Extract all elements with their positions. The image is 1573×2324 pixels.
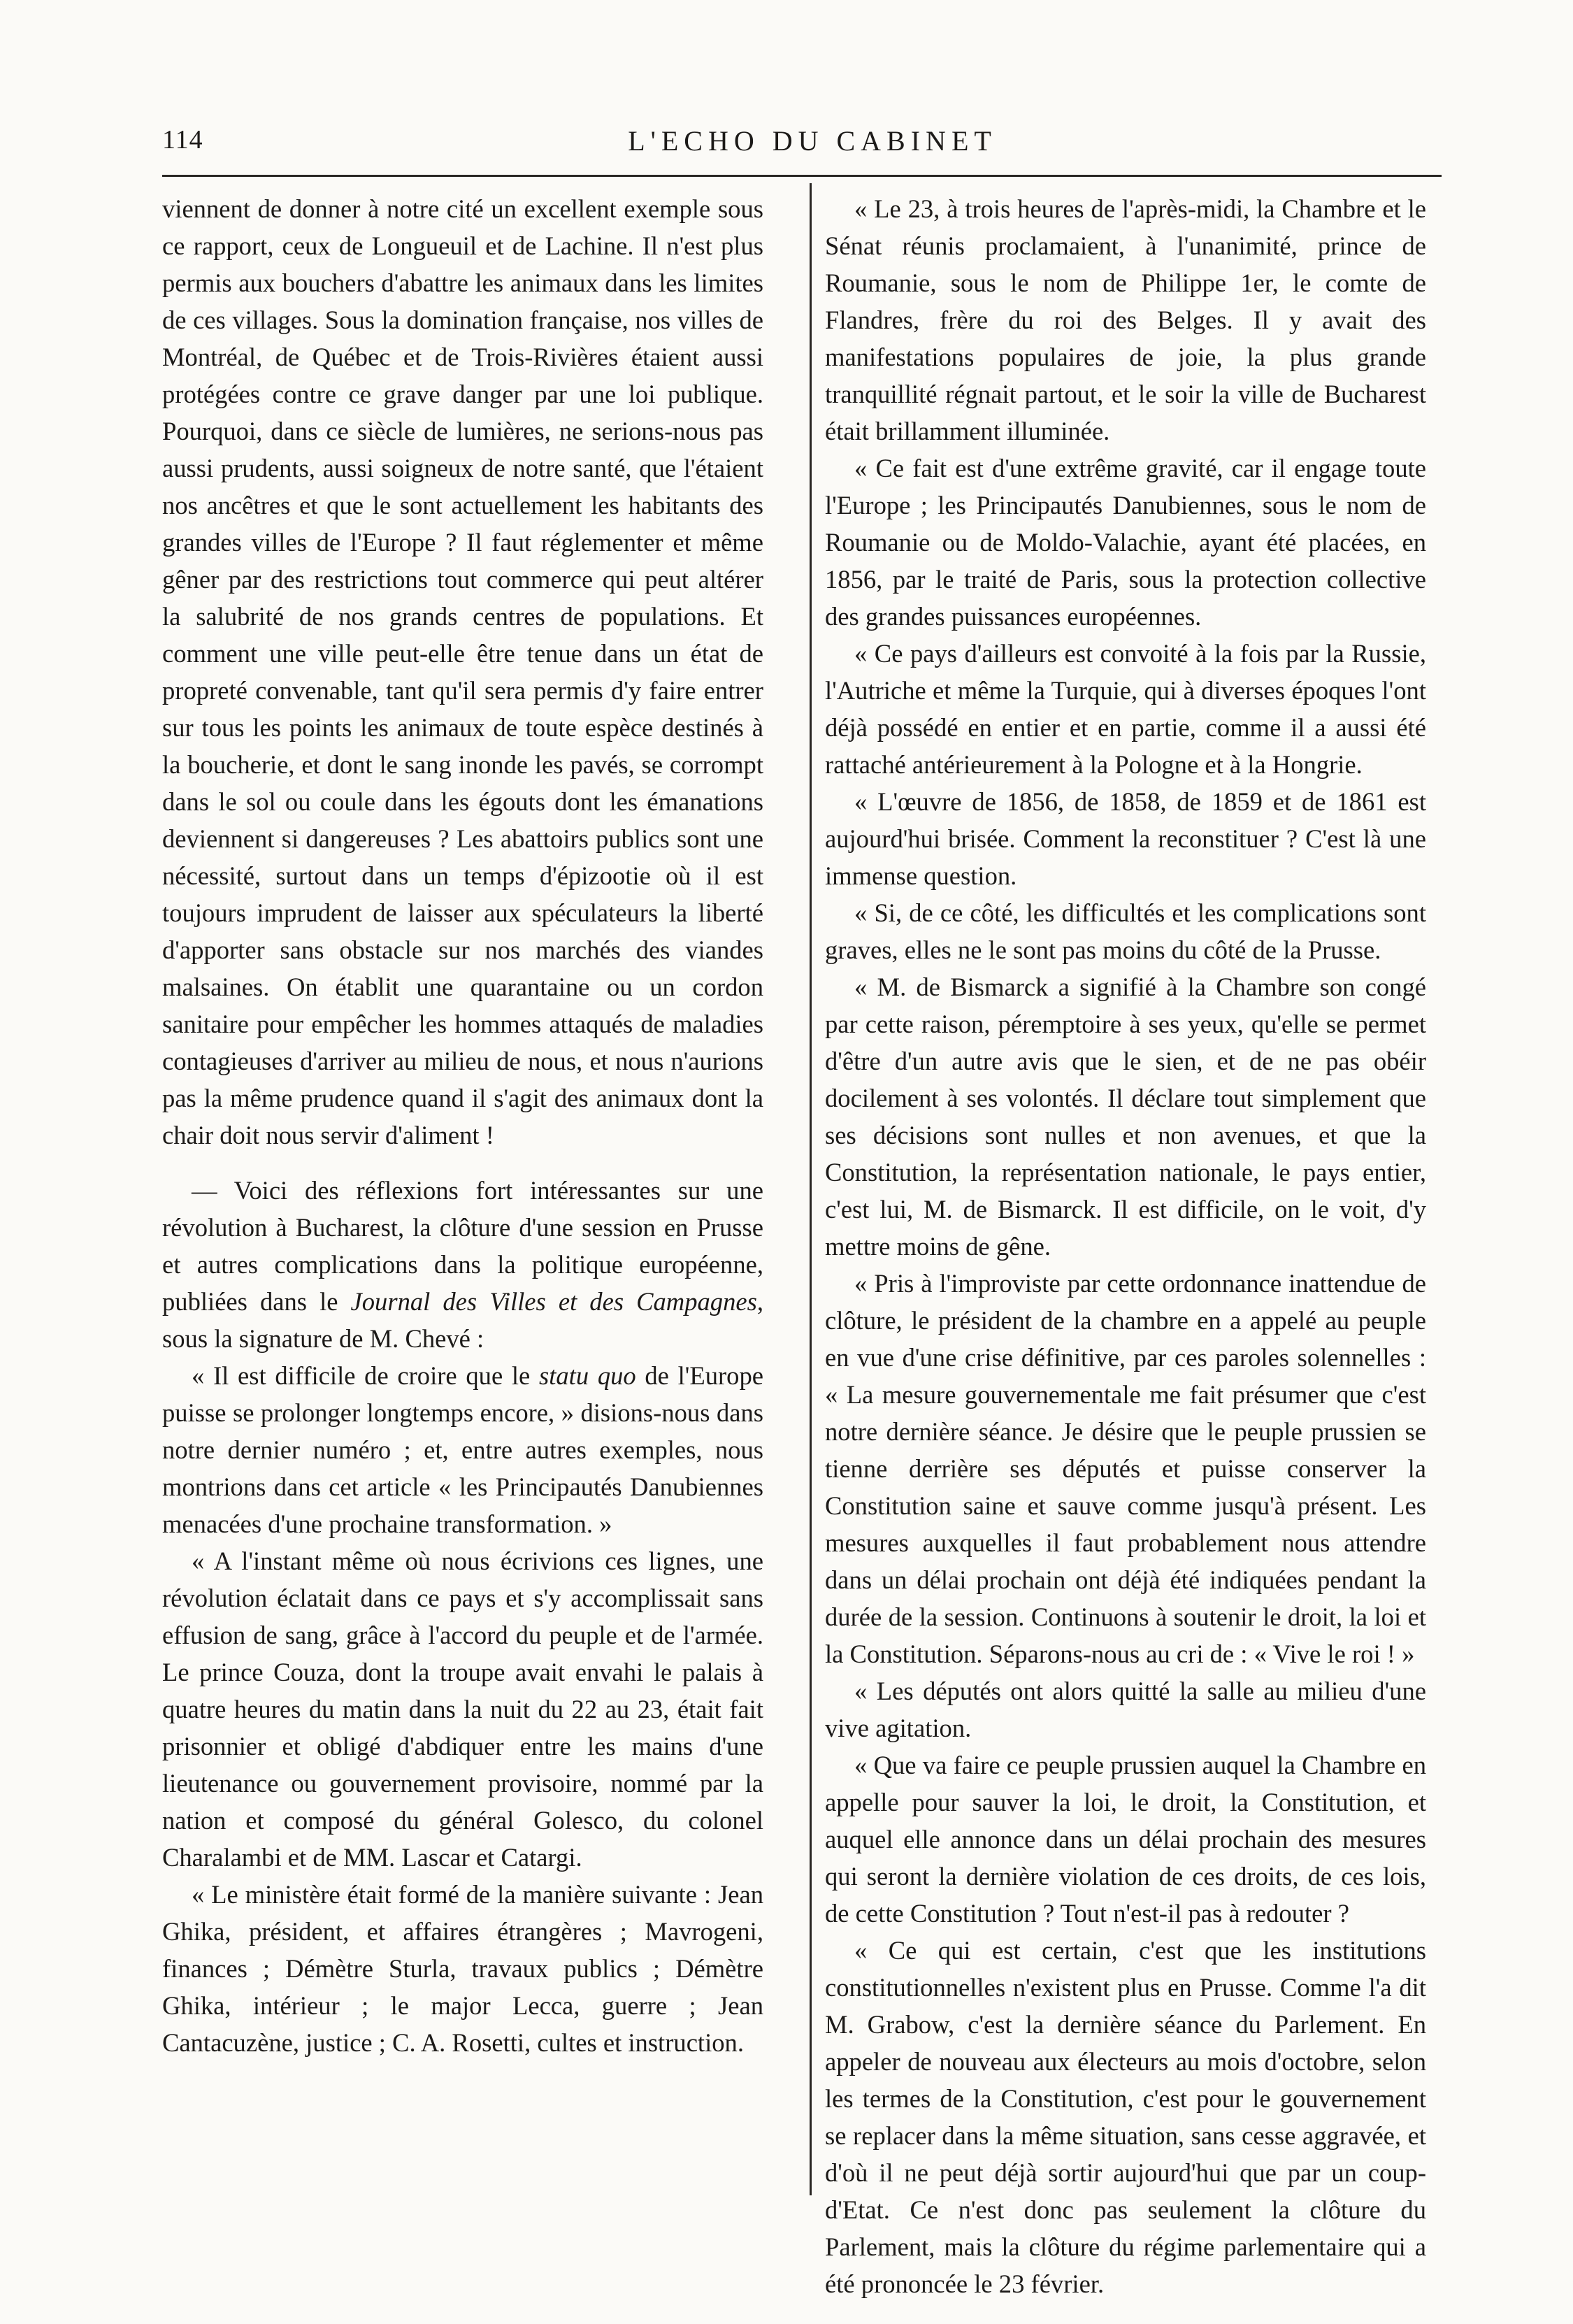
paragraph: « Le 23, à trois heures de l'après-midi, la Chambre et le Sénat réunis proclamaient, à l'unanimité, prince de Roumanie, sous le nom de Philippe 1er, le comte de Flandres, frère du roi des Belges. Il y avait des manifestations populaires de joie, la plus grande tranquillité régnait partout, et le soir la ville de Bucharest était brillamment illuminée. — [825, 194, 1426, 445]
paragraph-gap — [162, 1154, 763, 1172]
column-divider — [810, 183, 812, 2195]
left-column — [162, 190, 763, 2232]
paragraph: « Ce pays d'ailleurs est convoité à la fois par la Russie, l'Autriche et même la Turquie, qui à diverses époques l'ont déjà possédé en entier et en partie, comme il a aussi été rattaché antérieurement à la Pologne et à la Hongrie. — [825, 639, 1426, 779]
page-number: 114 — [162, 125, 203, 155]
paragraph — [162, 1172, 763, 1357]
paragraph: « Ce fait est d'une extrême gravité, car il engage toute l'Europe ; les Principautés Danubiennes, sous le nom de Roumanie ou de Moldo-Valachie, ayant été placées, en 1856, par le traité de Paris, sous la protection collective des grandes puissances européennes. — [825, 454, 1426, 631]
paragraph — [162, 1357, 763, 1542]
paragraph: « M. de Bismarck a signifié à la Chambre son congé par cette raison, péremptoire à ses yeux, qu'elle se permet d'être d'un autre avis que le sien, et de ne pas obéir docilement à ses volontés. Il déclare tout simplement que ses décisions sont nulles et non avenues, et que la Constitution, la représentation nationale, le pays entier, c'est lui, M. de Bismarck. Il est difficile, on le voit, d'y mettre moins de gêne. — [825, 973, 1426, 1261]
running-title: L'ECHO DU CABINET — [628, 125, 997, 157]
text-run: — Voici des réflexions fort intéressantes sur une révolution à Bucharest, la clôture d'une session en Prusse et autres complications dans la politique européenne, publiées dans le — [162, 1176, 763, 1316]
paragraph: « Si, de ce côté, les difficultés et les complications sont graves, elles ne le sont pas moins du côté de la Prusse. — [825, 898, 1426, 964]
paragraph: « Pris à l'improviste par cette ordonnance inattendue de clôture, le président de la chambre en a appelé au peuple en vue d'une crise définitive, par ces paroles solennelles : « La mesure gouvernementale me fait présumer que c'est notre dernière séance. Je désire que le peuple prussien se tienne derrière ses députés et puisse conserver la Constitution saine et sauve comme jusqu'à présent. Les mesures auxquelles il faut probablement nous attendre dans un délai prochain ont déjà été indiquées pendant la durée de la session. Continuons à soutenir le droit, la loi et la Constitution. Séparons-nous au cri de : « Vive le roi ! » — [825, 1269, 1426, 1668]
journal-title: Journal des Villes et des Campagnes — [350, 1287, 757, 1316]
text-run: « Il est difficile de croire que le — [192, 1361, 539, 1390]
header-rule — [162, 175, 1442, 177]
paragraph: « L'œuvre de 1856, de 1858, de 1859 et de 1861 est aujourd'hui brisée. Comment la reconstituer ? C'est là une immense question. — [825, 787, 1426, 890]
paragraph: « Les députés ont alors quitté la salle au milieu d'une vive agitation. — [825, 1677, 1426, 1742]
text-run: , sous la signature de M. Chevé : — [162, 1287, 763, 1353]
right-column — [825, 190, 1426, 2298]
latin-phrase: statu quo — [538, 1361, 636, 1390]
page-header — [162, 124, 1442, 168]
paragraph: viennent de donner à notre cité un excellent exemple sous ce rapport, ceux de Longueuil et de Lachine. Il n'est plus permis aux bouchers d'abattre les animaux dans les limites de ces villages. Sous la domination française, nos villes de Montréal, de Québec et de Trois-Rivières étaient aussi protégées contre ce grave danger par une loi publique. Pourquoi, dans ce siècle de lumières, ne serions-nous pas aussi prudents, aussi soigneux de notre santé, que l'étaient nos ancêtres et que le sont actuellement les habitants des grandes villes de l'Europe ? Il faut réglementer et même gêner par des restrictions tout commerce qui peut altérer la salubrité de nos grands centres de populations. Et comment une ville peut-elle être tenue dans un état de propreté convenable, tant qu'il sera permis d'y faire entrer sur tous les points les animaux de toute espèce destinés à la boucherie, et dont le sang inonde les pavés, se corrompt dans le sol ou coule dans les égouts dont les émanations deviennent si dangereuses ? Les abattoirs publics sont une nécessité, surtout dans un temps d'épizootie où il est toujours imprudent de laisser aux spéculateurs la liberté d'apporter sans obstacle sur nos marchés des viandes malsaines. On établit une quarantaine ou un cordon sanitaire pour empêcher les hommes attaqués de maladies contagieuses d'arriver au milieu de nous, et nous n'aurions pas la même prudence quand il s'agit des animaux dont la chair doit nous servir d'aliment ! — [162, 194, 763, 1149]
paragraph: « Le ministère était formé de la manière suivante : Jean Ghika, président, et affaires étrangères ; Mavrogeni, finances ; Démètre Sturla, travaux publics ; Démètre Ghika, intérieur ; le major Lecca, guerre ; Jean Cantacuzène, justice ; C. A. Rosetti, cultes et instruction. — [162, 1880, 763, 2057]
paragraph: « A l'instant même où nous écrivions ces lignes, une révolution éclatait dans ce pays et s'y accomplissait sans effusion de sang, grâce à l'accord du peuple et de l'armée. Le prince Couza, dont la troupe avait envahi le palais à quatre heures du matin dans la nuit du 22 au 23, était fait prisonnier et obligé d'abdiquer entre les mains d'une lieutenance ou gouvernement provisoire, nommé par la nation et composé du général Golesco, du colonel Charalambi et de MM. Lascar et Catargi. — [162, 1547, 763, 1872]
text-run: de l'Europe puisse se prolonger longtemps encore, » disions-nous dans notre dernier numéro ; et, entre autres exemples, nous montrions dans cet article « les Principautés Danubiennes menacées d'une prochaine transformation. » — [162, 1361, 763, 1538]
paragraph: « Ce qui est certain, c'est que les institutions constitutionnelles n'existent plus en Prusse. Comme l'a dit M. Grabow, c'est la dernière séance du Parlement. En appeler de nouveau aux électeurs au mois d'octobre, selon les termes de la Constitution, c'est pour le gouvernement se replacer dans la même situation, sans cesse aggravée, et d'où il ne peut déjà sortir aujourd'hui que par un coup-d'Etat. Ce n'est donc pas seulement la clôture du Parlement, mais la clôture du régime parlementaire qui a été prononcée le 23 février. — [825, 1936, 1426, 2298]
paragraph: « Que va faire ce peuple prussien auquel la Chambre en appelle pour sauver la loi, le droit, la Constitution, et auquel elle annonce dans un délai prochain des mesures qui seront la dernière violation de ces droits, de ces lois, de cette Constitution ? Tout n'est-il pas à redouter ? — [825, 1751, 1426, 1928]
